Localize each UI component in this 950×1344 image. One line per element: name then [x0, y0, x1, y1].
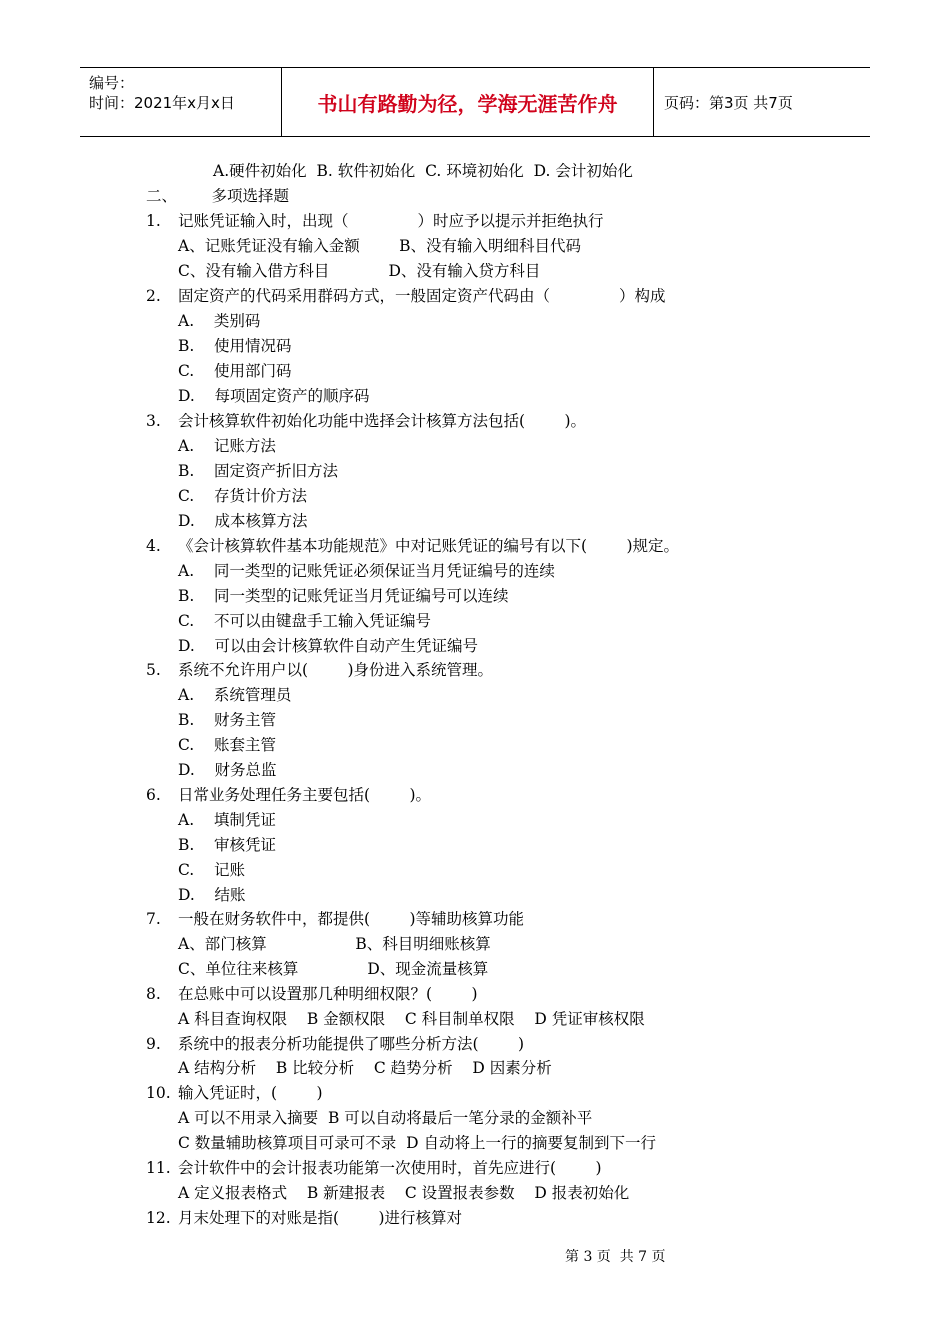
- question-text: 月末处理下的对账是指( )进行核算对: [178, 1209, 463, 1227]
- option-line: B. 财务主管: [178, 711, 277, 729]
- question-number: 9.: [146, 1035, 161, 1053]
- option-line: B. 使用情况码: [178, 337, 292, 355]
- option-line: A. 类别码: [178, 312, 261, 330]
- option-line: C 数量辅助核算项目可录可不录 D 自动将上一行的摘要复制到下一行: [178, 1134, 656, 1152]
- question-text: 固定资产的代码采用群码方式，一般固定资产代码由（ ）构成: [178, 287, 666, 305]
- question-number: 2.: [146, 287, 161, 305]
- question-text: 系统中的报表分析功能提供了哪些分析方法( ): [178, 1035, 525, 1053]
- option-line: C、没有输入借方科目 D、没有输入贷方科目: [178, 262, 541, 280]
- text-line: A.硬件初始化 B. 软件初始化 C. 环境初始化 D. 会计初始化: [213, 162, 633, 180]
- question-text: 记账凭证输入时，出现（ ）时应予以提示并拒绝执行: [178, 212, 604, 230]
- question-number: 12.: [146, 1209, 171, 1227]
- option-line: A. 同一类型的记账凭证必须保证当月凭证编号的连续: [178, 562, 555, 580]
- option-line: A 结构分析 B 比较分析 C 趋势分析 D 因素分析: [178, 1059, 552, 1077]
- serial-label: 编号：: [89, 74, 135, 92]
- option-line: A、部门核算 B、科目明细账核算: [178, 935, 491, 953]
- option-line: C. 账套主管: [178, 736, 276, 754]
- option-line: C. 使用部门码: [178, 362, 292, 380]
- question-text: 会计核算软件初始化功能中选择会计核算方法包括( )。: [178, 412, 587, 430]
- date-line: 时间：2021年x月x日: [89, 94, 235, 112]
- option-line: C. 存货计价方法: [178, 487, 307, 505]
- page-info: 页码：第3页 共7页: [664, 93, 793, 112]
- question-number: 3.: [146, 412, 161, 430]
- option-line: A 科目查询权限 B 金额权限 C 科目制单权限 D 凭证审核权限: [178, 1010, 645, 1028]
- option-line: D. 结账: [178, 886, 246, 904]
- question-number: 7.: [146, 910, 161, 928]
- option-line: A. 记账方法: [178, 437, 276, 455]
- option-line: C. 不可以由键盘手工输入凭证编号: [178, 612, 431, 630]
- question-number: 4.: [146, 537, 161, 555]
- question-text: 在总账中可以设置那几种明细权限？( ): [178, 985, 478, 1003]
- option-line: A 可以不用录入摘要 B 可以自动将最后一笔分录的金额补平: [178, 1109, 593, 1127]
- section-heading: 二、 多项选择题: [146, 187, 289, 205]
- page-footer: 第 3 页 共 7 页: [565, 1249, 666, 1265]
- question-number: 5.: [146, 661, 161, 679]
- option-line: C. 记账: [178, 861, 245, 879]
- option-line: A 定义报表格式 B 新建报表 C 设置报表参数 D 报表初始化: [178, 1184, 630, 1202]
- option-line: B. 固定资产折旧方法: [178, 462, 339, 480]
- option-line: C、单位往来核算 D、现金流量核算: [178, 960, 489, 978]
- question-number: 11.: [146, 1159, 171, 1177]
- question-number: 1.: [146, 212, 161, 230]
- option-line: B. 审核凭证: [178, 836, 277, 854]
- header-left-cell: [80, 68, 282, 136]
- question-text: 系统不允许用户以( )身份进入系统管理。: [178, 661, 494, 679]
- question-number: 10.: [146, 1084, 171, 1102]
- question-text: 输入凭证时，( ): [178, 1084, 323, 1102]
- question-number: 8.: [146, 985, 161, 1003]
- question-number: 6.: [146, 786, 161, 804]
- option-line: A、记账凭证没有输入金额 B、没有输入明细科目代码: [178, 237, 582, 255]
- option-line: A. 填制凭证: [178, 811, 276, 829]
- option-line: D. 每项固定资产的顺序码: [178, 387, 370, 405]
- motto: 书山有路勤为径，学海无涯苦作舟: [282, 68, 654, 136]
- header-table: [80, 67, 870, 137]
- option-line: B. 同一类型的记账凭证当月凭证编号可以连续: [178, 587, 509, 605]
- question-text: 《会计核算软件基本功能规范》中对记账凭证的编号有以下( )规定。: [178, 537, 680, 555]
- option-line: A. 系统管理员: [178, 686, 292, 704]
- question-text: 日常业务处理任务主要包括( )。: [178, 786, 432, 804]
- question-text: 会计软件中的会计报表功能第一次使用时，首先应进行( ): [178, 1159, 602, 1177]
- option-line: D. 财务总监: [178, 761, 277, 779]
- option-line: D. 成本核算方法: [178, 512, 308, 530]
- option-line: D. 可以由会计核算软件自动产生凭证编号: [178, 637, 479, 655]
- question-text: 一般在财务软件中，都提供( )等辅助核算功能: [178, 910, 525, 928]
